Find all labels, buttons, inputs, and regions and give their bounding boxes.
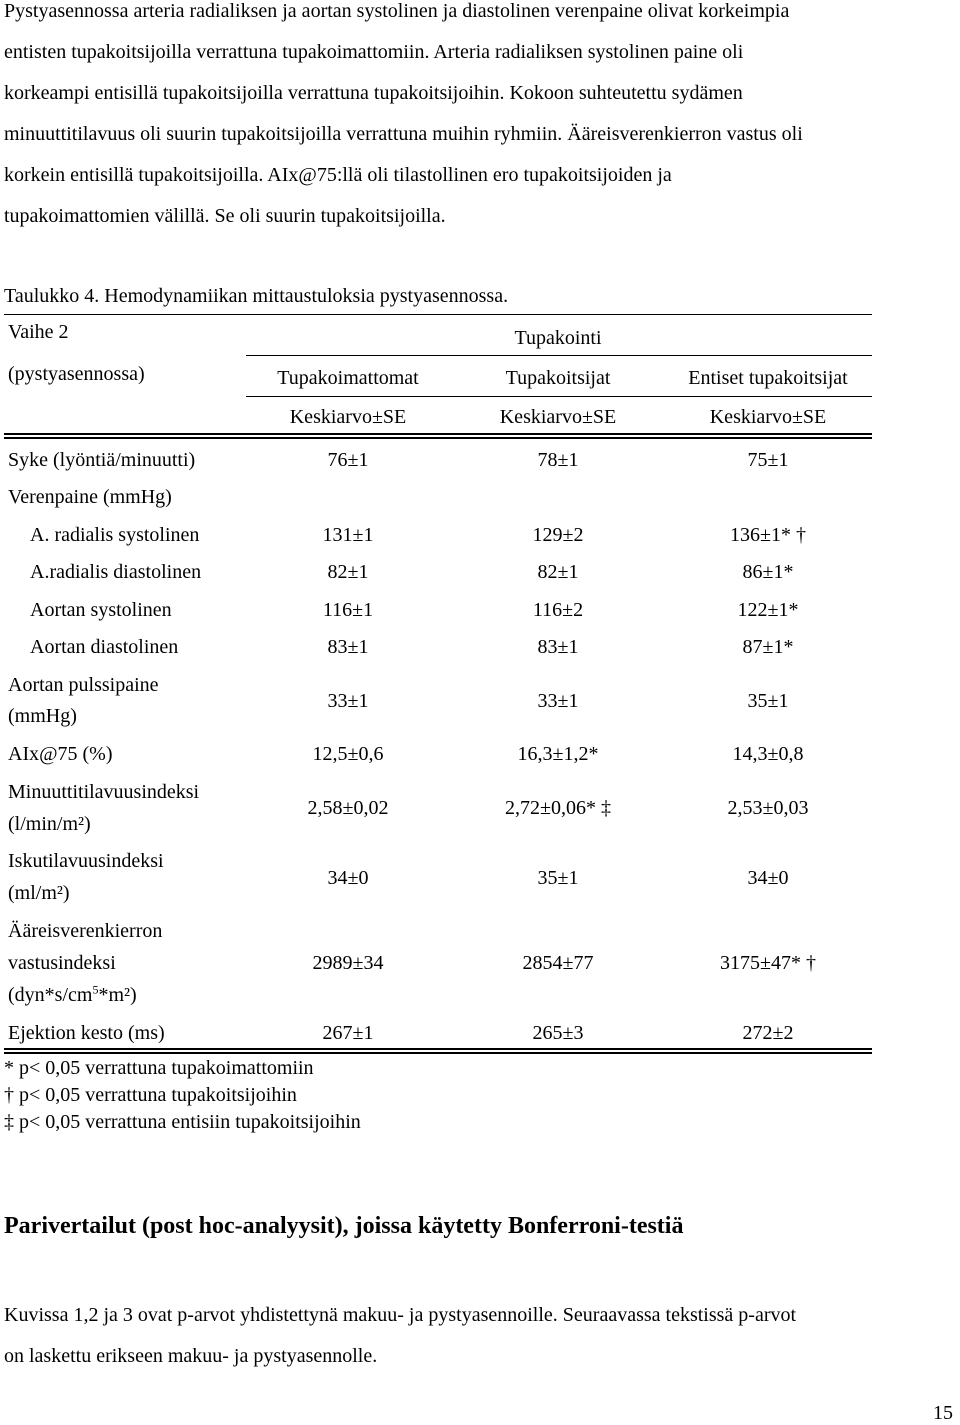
group-header-rule [246,355,872,356]
intro-line: entisten tupakoitsijoilla verrattuna tupakoimattomiin. Arteria radialiksen systolinen paine oli [4,41,744,63]
table-cell: 267±1 [322,1022,374,1044]
row-label: Iskutilavuusindeksi [8,850,164,872]
stat-label: Keskiarvo±SE [499,406,617,428]
stub-header: Vaihe 2 [8,321,69,343]
table-cell: 33±1 [327,690,369,712]
intro-line: korkeampi entisillä tupakoitsijoilla verrattuna tupakoitsijoihin. Kokoon suhteutettu sydämen [4,82,743,104]
group-header: Tupakointi [514,327,602,349]
table-cell: 272±2 [742,1022,794,1044]
table-cell: 86±1* [742,561,794,583]
row-label: Aortan pulssipaine [8,674,159,696]
column-header: Tupakoimattomat [277,367,419,389]
table-cell: 2,58±0,02 [307,797,389,819]
page-number: 15 [933,1402,953,1424]
row-label: Aortan systolinen [30,599,172,621]
outro-paragraph [4,1295,796,1377]
unit-exponent: 5 [92,982,99,997]
row-label: vastusindeksi [8,952,116,974]
table-cell: 2,53±0,03 [727,797,809,819]
table-cell: 34±0 [327,867,369,889]
stat-label: Keskiarvo±SE [709,406,827,428]
table-cell: 82±1 [537,561,579,583]
unit-text: (dyn*s/cm [8,984,93,1006]
table-cell: 265±3 [532,1022,584,1044]
table-cell: 14,3±0,8 [732,743,804,765]
table-cell: 2854±77 [522,952,594,974]
intro-line: korkein entisillä tupakoitsijoilla. AIx@75:llä oli tilastollinen ero tupakoitsijoiden ja [4,164,672,186]
table-cell: 131±1 [322,524,374,546]
intro-line: minuuttitilavuus oli suurin tupakoitsijoilla verrattuna muihin ryhmiin. Ääreisverenkierron vastus oli [4,123,803,145]
table-cell: 12,5±0,6 [312,743,384,765]
column-header: Entiset tupakoitsijat [688,367,848,389]
table-cell: 122±1* [737,599,799,621]
unit-text: *m²) [98,984,137,1006]
table-cell: 116±1 [322,599,374,621]
row-label-unit: (ml/m²) [8,882,70,904]
row-label: A.radialis diastolinen [30,561,202,583]
table-cell: 16,3±1,2* [517,743,599,765]
footnote: ‡ p< 0,05 verrattuna entisiin tupakoitsijoihin [4,1111,361,1133]
row-label-unit: (l/min/m²) [8,813,91,835]
stub-header-sub: (pystyasennossa) [8,363,145,385]
footnote: † p< 0,05 verrattuna tupakoitsijoihin [4,1084,297,1106]
table-cell: 82±1 [327,561,369,583]
table-cell: 35±1 [747,690,789,712]
row-label: A. radialis systolinen [30,524,200,546]
row-label: Ejektion kesto (ms) [8,1022,165,1044]
row-label: AIx@75 (%) [8,743,113,765]
table-cell: 83±1 [327,636,369,658]
outro-line: Kuvissa 1,2 ja 3 ovat p-arvot yhdistettynä makuu- ja pystyasennoille. Seuraavassa tekstissä p-arvot [4,1304,797,1326]
row-label-unit [8,979,137,1011]
table-cell: 3175±47* † [720,952,816,974]
table-cell: 129±2 [532,524,584,546]
table-cell: 87±1* [742,636,794,658]
footnote: * p< 0,05 verrattuna tupakoimattomiin [4,1057,314,1079]
table-cell: 136±1* † [730,524,806,546]
column-header-rule [246,396,872,397]
row-label: Minuuttitilavuusindeksi [8,781,200,803]
table-top-rule [4,314,872,315]
table-cell: 34±0 [747,867,789,889]
column-header: Tupakoitsijat [505,367,611,389]
row-label: Syke (lyöntiä/minuutti) [8,449,196,471]
intro-line: Pystyasennossa arteria radialiksen ja aortan systolinen ja diastolinen verenpaine olivat korkeimpia [4,0,790,22]
table-cell: 75±1 [747,449,789,471]
table-bottom-rule [4,1048,872,1054]
table-cell: 116±2 [532,599,584,621]
row-label: Verenpaine (mmHg) [8,486,172,508]
section-heading: Parivertailut (post hoc-analyysit), joissa käytetty Bonferroni-testiä [4,1213,684,1239]
header-bottom-rule [4,433,872,439]
row-label-unit: (mmHg) [8,705,77,727]
table-cell: 35±1 [537,867,579,889]
table-cell: 33±1 [537,690,579,712]
stat-label: Keskiarvo±SE [289,406,407,428]
row-label: Aortan diastolinen [30,636,179,658]
table-cell: 2989±34 [312,952,384,974]
table-cell: 78±1 [537,449,579,471]
table-caption: Taulukko 4. Hemodynamiikan mittaustuloksia pystyasennossa. [4,285,509,307]
row-label: Ääreisverenkierron [8,920,163,942]
table-cell: 2,72±0,06* ‡ [505,797,611,819]
table-cell: 83±1 [537,636,579,658]
intro-line: tupakoimattomien välillä. Se oli suurin tupakoitsijoilla. [4,205,446,227]
outro-line: on laskettu erikseen makuu- ja pystyasennolle. [4,1345,378,1367]
table-cell: 76±1 [327,449,369,471]
table-footnotes [4,1055,361,1136]
